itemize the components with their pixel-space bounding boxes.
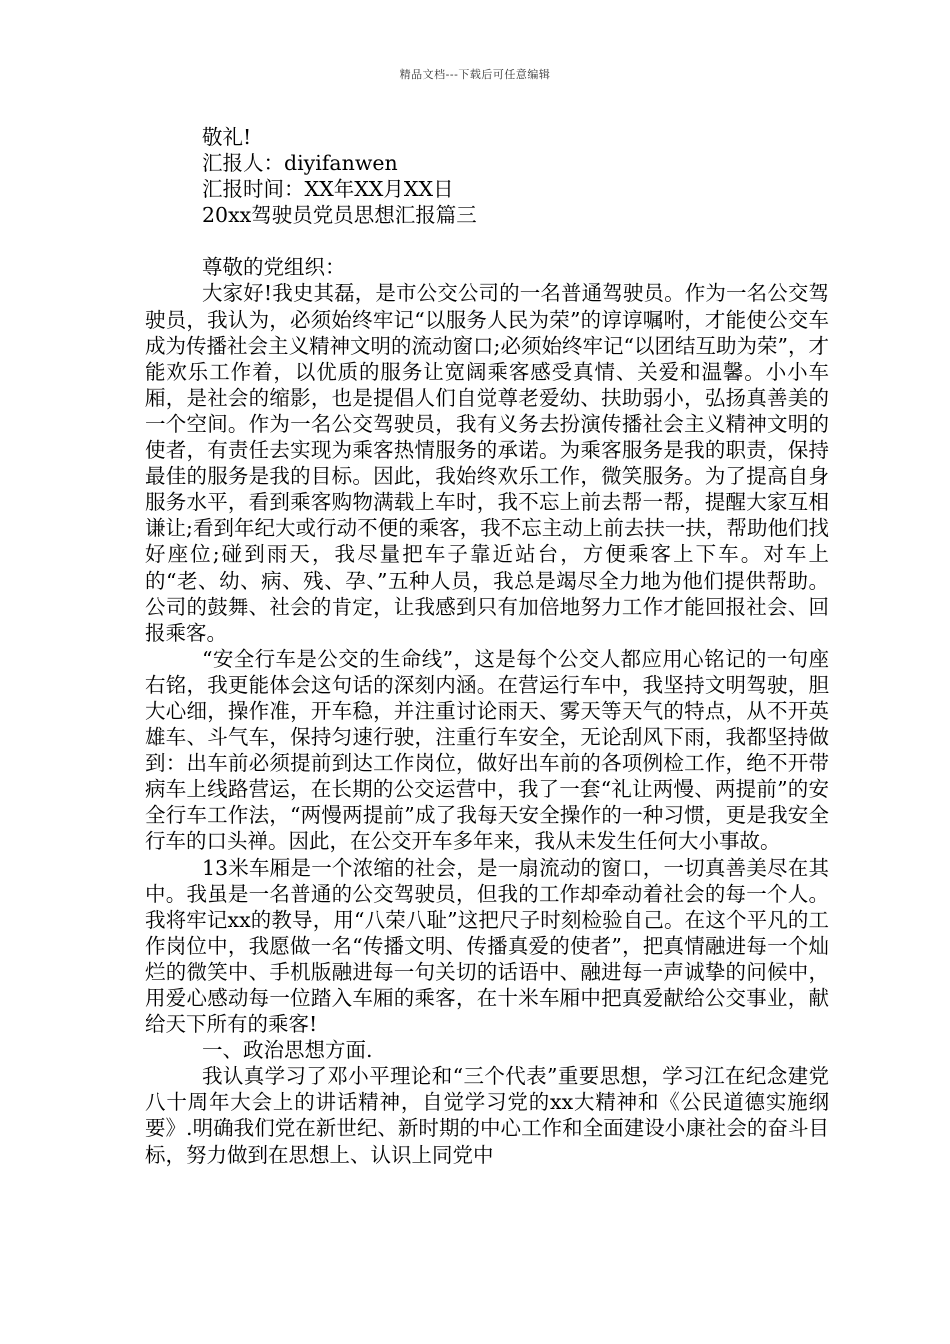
salutation: 尊敬的党组织： bbox=[202, 255, 346, 280]
section-heading-politics: 一、政治思想方面. bbox=[202, 1038, 373, 1063]
closing-salute: 敬礼! bbox=[202, 125, 252, 149]
paragraph-politics: 我认真学习了邓小平理论和“三个代表”重要思想，学习江在纪念建党八十周年大会上的讲话精神，自觉学习党的xx大精神和《公民道德实施纲要》.明确我们党在新世纪、新时期的中心工作和全面建设小康社会的奋斗目标，努力做到在思想上、认识上同党中 bbox=[145, 1064, 829, 1167]
report-time-line: 汇报时间：XX年XX月XX日 bbox=[202, 177, 454, 202]
paragraph-service: 大家好!我史其磊，是市公交公司的一名普通驾驶员。作为一名公交驾驶员，我认为，必须始终牢记“以服务人民为荣”的谆谆嘱咐，才能使公交车成为传播社会主义精神文明的流动窗口;必须始终牢记“以团结互助为荣”，才能欢乐工作着，以优质的服务让宽阔乘客感受真情、关爱和温馨。小小车厢，是社会的缩影，也是提倡人们自觉尊老爱幼、扶助弱小，弘扬真善美的一个空间。作为一名公交驾驶员，我有义务去扮演传播社会主义精神文明的使者，有责任去实现为乘客热情服务的承诺。为乘客服务是我的职责，保持最佳的服务是我的目标。因此，我始终欢乐工作，微笑服务。为了提高自身服务水平，看到乘客购物满载上车时，我不忘上前去帮一帮，提醒大家互相谦让;看到年纪大或行动不便的乘客，我不忘主动上前去扶一扶，帮助他们找好座位;碰到雨天，我尽量把车子靠近站台，方便乘客上下车。对车上的“老、幼、病、残、孕、”五种人员，我总是竭尽全力地为他们提供帮助。公司的鼓舞、社会的肯定，让我感到只有加倍地努力工作才能回报社会、回报乘客。 bbox=[145, 281, 829, 645]
paragraph-safety: “安全行车是公交的生命线”，这是每个公交人都应用心铭记的一句座右铭，我更能体会这句话的深刻内涵。在营运行车中，我坚持文明驾驶，胆大心细，操作准，开车稳，并注重讨论雨天、雾天等天气的特点，从不开英雄车、斗气车，保持匀速行驶，注重行车安全，无论刮风下雨，我都坚持做到：出车前必须提前到达工作岗位，做好出车前的各项例检工作，绝不开带病车上线路营运，在长期的公交运营中，我了一套“礼让两慢、两提前”的安全行车工作法，“两慢两提前”成了我每天安全操作的一种习惯，更是我安全行车的口头禅。因此，在公交开车多年来，我从未发生任何大小事故。 bbox=[145, 646, 829, 854]
paragraph-carriage: 13米车厢是一个浓缩的社会，是一扇流动的窗口，一切真善美尽在其中。我虽是一名普通的公交驾驶员，但我的工作却牵动着社会的每一个人。我将牢记xx的教导，用“八荣八耻”这把尺子时刻检验自己。在这个平凡的工作岗位中，我愿做一名“传播文明、传播真爱的使者”，把真情融进每一个灿烂的微笑中、手机版融进每一句关切的话语中、融进每一声诚挚的问候中，用爱心感动每一位踏入车厢的乘客，在十米车厢中把真爱献给公交事业，献给天下所有的乘客! bbox=[145, 855, 829, 1037]
section-title: 20xx驾驶员党员思想汇报篇三 bbox=[202, 203, 477, 228]
reporter-line: 汇报人：diyifanwen bbox=[202, 151, 398, 176]
document-body bbox=[145, 124, 829, 1168]
page-header: 精品文档---下载后可任意编辑 bbox=[399, 68, 551, 81]
